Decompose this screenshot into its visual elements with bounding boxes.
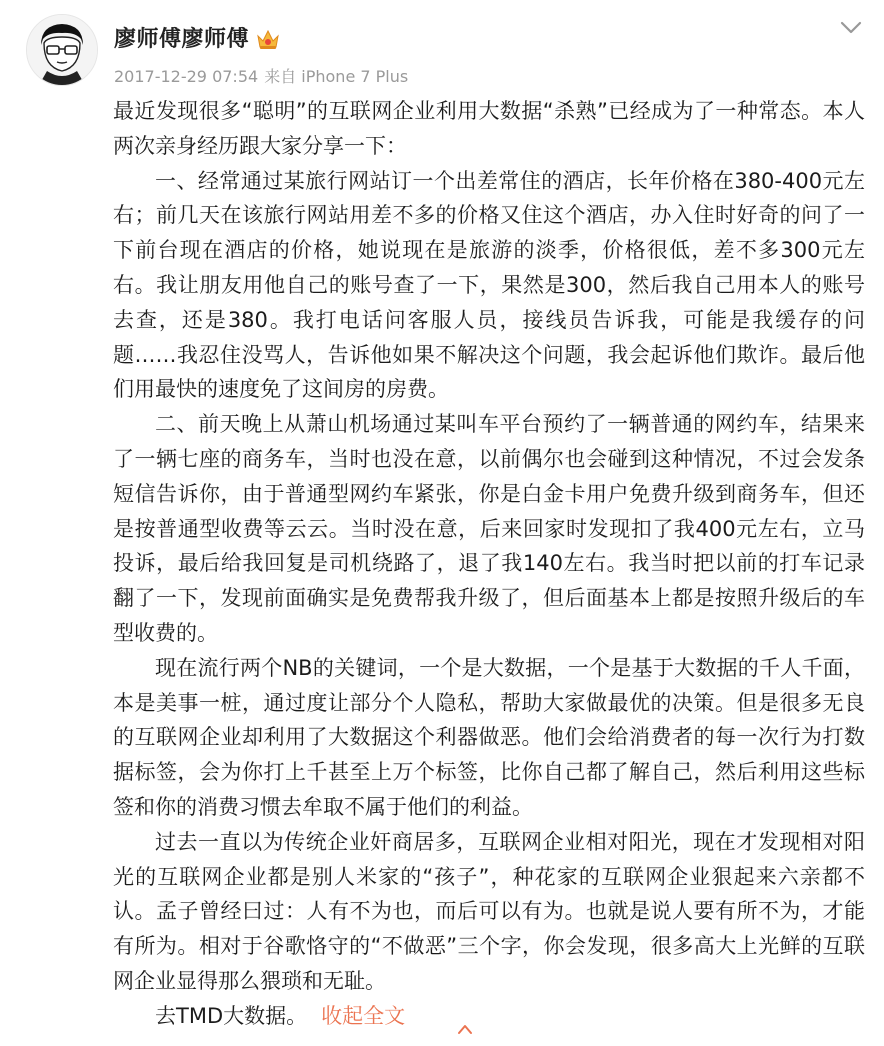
- avatar[interactable]: [26, 14, 98, 86]
- post-timestamp[interactable]: 2017-12-29 07:54: [114, 67, 259, 86]
- author-name[interactable]: 廖师傅廖师傅: [114, 27, 250, 52]
- post-paragraph: 去TMD大数据。: [155, 1003, 308, 1028]
- chevron-down-icon[interactable]: [838, 16, 864, 38]
- crown-icon[interactable]: [256, 28, 280, 50]
- post-paragraph: 现在流行两个NB的关键词，一个是大数据，一个是基于大数据的千人千面，本是美事一桩，通过度让部分个人隐私，帮助大家做最优的决策。但是很多无良的互联网企业却利用了大数据这个利器做恶。他们会给消费者的每一次行为打数据标签，会为你打上千甚至上万个标签，比你自己都了解自己，然后利用这些标签和你的消费习惯去牟取不属于他们的利益。: [113, 655, 865, 819]
- post-last-line: [113, 999, 865, 1034]
- post-paragraph: 一、经常通过某旅行网站订一个出差常住的酒店，长年价格在380-400元左右；前几天在该旅行网站用差不多的价格又住这个酒店，办入住时好奇的问了一下前台现在酒店的价格，她说现在是旅游的淡季，价格很低，差不多300元左右。我让朋友用他自己的账号查了一下，果然是300，然后我自己用本人的账号去查，还是380。我打电话问客服人员，接线员告诉我，可能是我缓存的问题……我忍住没骂人，告诉他如果不解决这个问题，我会起诉他们欺诈。最后他们用最快的速度免了这间房的房费。: [113, 168, 865, 402]
- post-source: 来自 iPhone 7 Plus: [264, 67, 409, 86]
- post-paragraph: 过去一直以为传统企业奸商居多，互联网企业相对阳光，现在才发现相对阳光的互联网企业都是别人米家的“孩子”，种花家的互联网企业狠起来六亲都不认。孟子曾经曰过：人有不为也，而后可以有为。也就是说人要有所不为，才能有所为。相对于谷歌恪守的“不做恶”三个字，你会发现，很多高大上光鲜的互联网企业显得那么猥琐和无耻。: [113, 829, 865, 993]
- post-paragraph: 二、前天晚上从萧山机场通过某叫车平台预约了一辆普通的网约车，结果来了一辆七座的商务车，当时也没在意，以前偶尔也会碰到这种情况，不过会发条短信告诉你，由于普通型网约车紧张，你是白金卡用户免费升级到商务车，但还是按普通型收费等云云。当时没在意，后来回家时发现扣了我400元左右，立马投诉，最后给我回复是司机绕路了，退了我140左右。我当时把以前的打车记录翻了一下，发现前面确实是免费帮我升级了，但后面基本上都是按照升级后的车型收费的。: [113, 412, 865, 645]
- chevron-up-icon[interactable]: [415, 1011, 431, 1023]
- collapse-text-button[interactable]: 收起全文: [321, 1003, 406, 1028]
- post-paragraph: 最近发现很多“聪明”的互联网企业利用大数据“杀熟”已经成为了一种常态。本人两次亲身经历跟大家分享一下：: [113, 99, 865, 158]
- post-meta: [114, 64, 414, 87]
- avatar-illustration: [27, 15, 97, 85]
- post-body: [113, 94, 865, 1034]
- post-header: [0, 0, 884, 100]
